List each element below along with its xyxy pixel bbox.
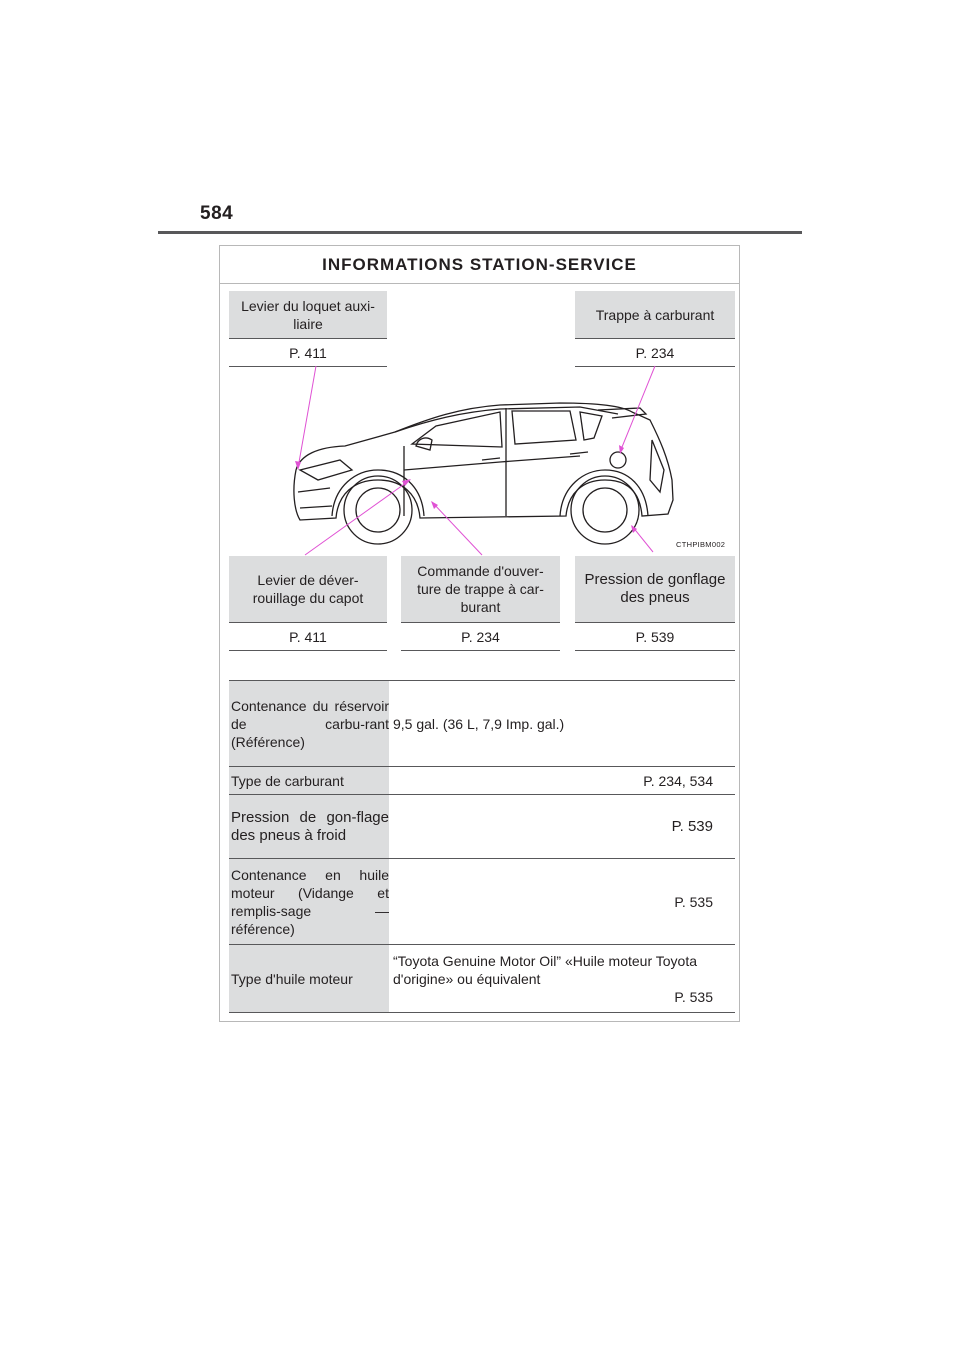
figure-id: CTHPIBM002 (676, 540, 726, 549)
spec-label: Type d'huile moteur (229, 945, 389, 1013)
spec-ref[interactable]: P. 535 (674, 988, 713, 1005)
callout-aux-latch-label: Levier du loquet auxi-liaire (241, 297, 375, 332)
spec-label: Contenance en huile moteur (Vidange et remplis-sage — référence) (229, 859, 389, 945)
callout-fuel-door-opener-ref[interactable]: P. 234 (401, 623, 560, 651)
spec-table (229, 680, 735, 1013)
callout-fuel-door-opener-label: Commande d'ouver-ture de trappe à car-burant (417, 563, 544, 615)
spec-row-cold-tire-pressure (229, 795, 735, 859)
callout-fuel-door-label: Trappe à carburant (595, 306, 715, 323)
callout-tire-pressure-ref[interactable]: P. 539 (575, 623, 735, 651)
callout-aux-latch-ref[interactable]: P. 411 (229, 339, 387, 367)
spec-row-fuel-tank (229, 681, 735, 767)
spec-value: 9,5 gal. (36 L, 7,9 Imp. gal.) (393, 715, 565, 732)
callout-hood-release (229, 556, 387, 623)
callout-tire-pressure-label: Pression de gonflage des pneus (584, 571, 726, 606)
spec-label: Pression de gon-flage des pneus à froid (229, 795, 389, 859)
page-number: 584 (200, 203, 234, 224)
callout-fuel-door-ref[interactable]: P. 234 (575, 339, 735, 367)
spec-row-oil-capacity (229, 859, 735, 945)
callout-fuel-door-opener (401, 556, 560, 623)
callout-hood-release-label: Levier de déver-rouillage du capot (252, 572, 364, 606)
spec-ref[interactable]: P. 234, 534 (643, 772, 713, 789)
spec-label: Type de carburant (229, 767, 389, 795)
spec-ref[interactable]: P. 535 (674, 893, 713, 910)
callout-pointer-lines (298, 366, 655, 555)
spec-label: Contenance du réservoir de carbu-rant (Référence) (229, 681, 389, 767)
spec-row-fuel-type (229, 767, 735, 795)
spec-value-cell (389, 945, 735, 1013)
callout-tire-pressure (575, 556, 735, 623)
callout-hood-release-ref[interactable]: P. 411 (229, 623, 387, 651)
spec-value: “Toyota Genuine Motor Oil” «Huile moteur Toyota d'origine» ou équivalent (393, 952, 697, 987)
box-title: INFORMATIONS STATION-SERVICE (220, 246, 739, 284)
spec-ref[interactable]: P. 539 (671, 817, 713, 835)
spec-row-oil-type (229, 945, 735, 1013)
